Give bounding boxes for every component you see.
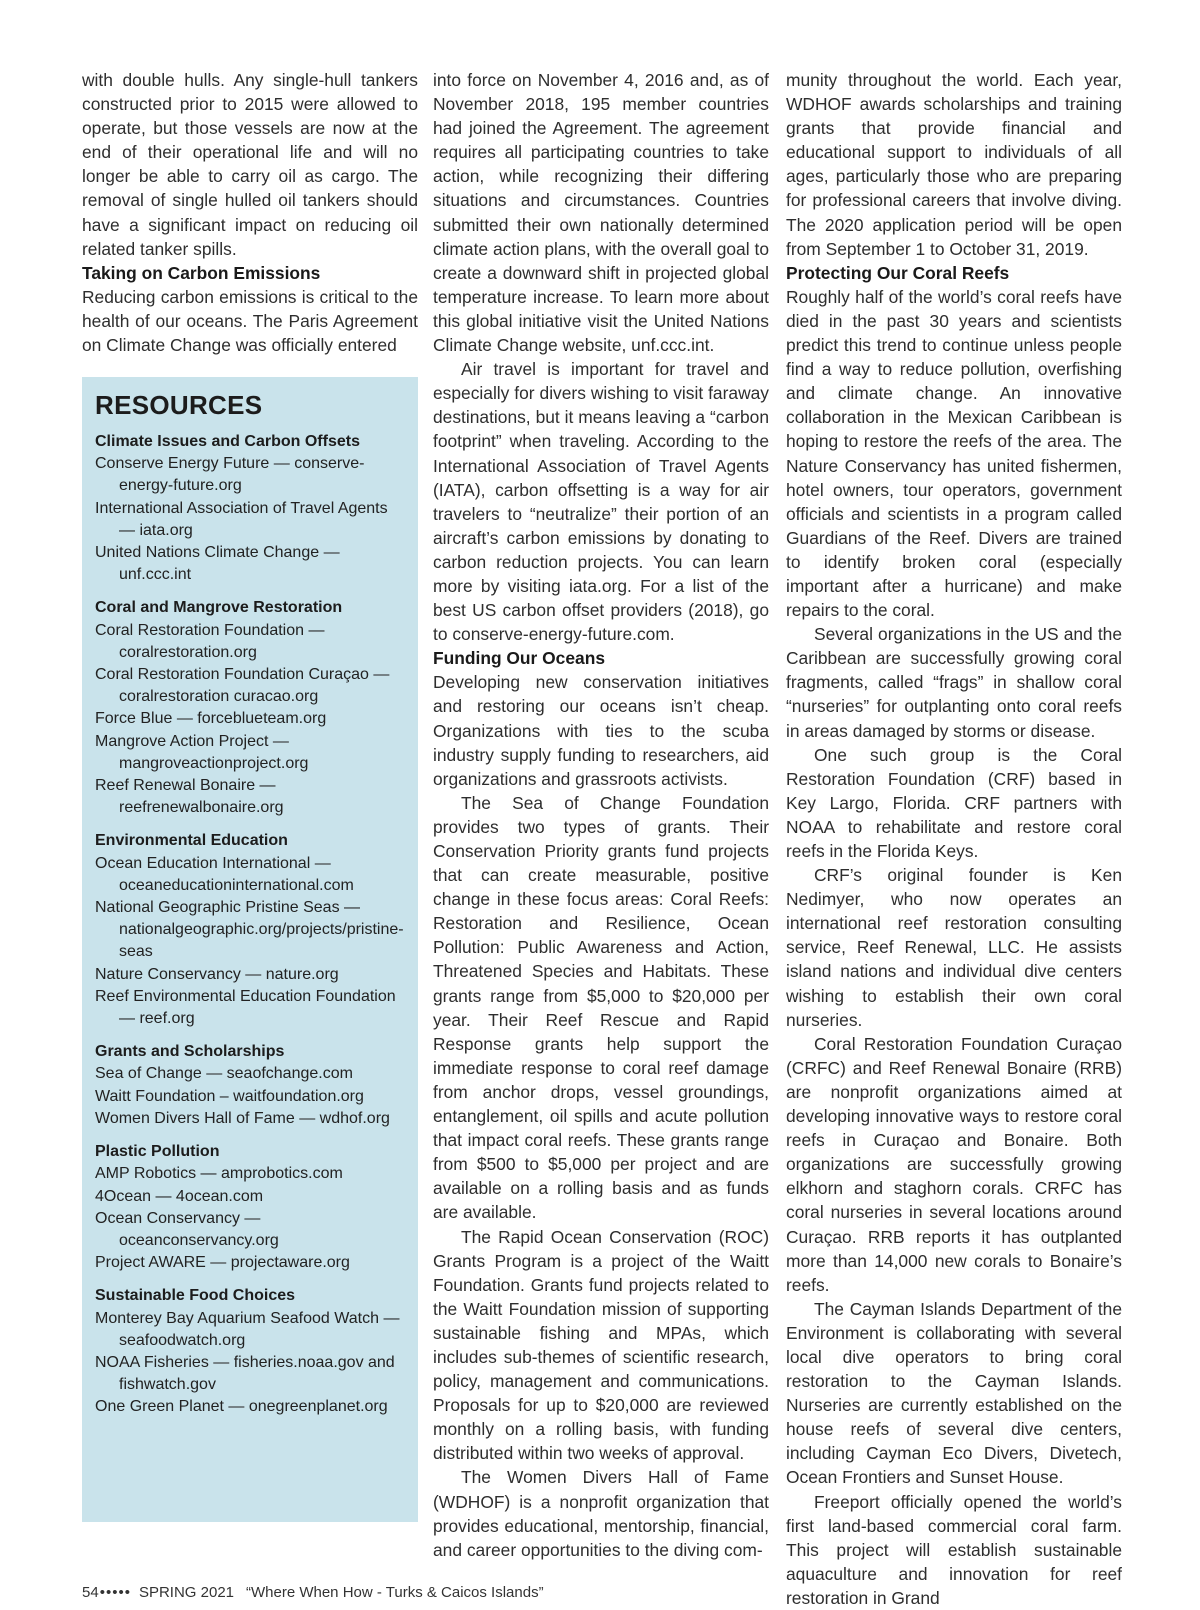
paragraph: munity throughout the world. Each year, WDHOF awards scholarships and training grants that provide financial and educational support to individuals of all ages, particularly those who are preparing for professional careers that involve diving. The 2020 application period will be open from September 1 to October 31, 2019. (786, 70, 1122, 259)
resource-item: One Green Planet — onegreenplanet.org (95, 1398, 388, 1416)
resource-group-heading: Coral and Mangrove Restoration (95, 599, 343, 617)
resource-group (95, 1285, 408, 1418)
resource-item: Reef Environmental Education Foundation — reef.org (95, 987, 396, 1028)
paragraph: The Cayman Islands Department of the Environment is collaborating with several local dive operators to bring coral restoration to the Cayman Islands. Nurseries are currently established on the house reefs of several dive centers, including Cayman Eco Divers, Divetech, Ocean Frontiers and Sunset House. (786, 1298, 1122, 1488)
resource-item: Nature Conservancy — nature.org (95, 965, 339, 983)
resource-item: Monterey Bay Aquarium Seafood Watch — seafoodwatch.org (95, 1309, 400, 1349)
resource-item: Mangrove Action Project — mangroveactionproject.org (95, 732, 309, 772)
section-heading: Funding Our Oceans (433, 648, 605, 669)
resource-item: National Geographic Pristine Seas — nationalgeographic.org/projects/pristine-seas (95, 899, 404, 961)
paragraph: Roughly half of the world’s coral reefs have died in the past 30 years and scientists predict this trend to continue unless people find a way to reduce pollution, overfishing and climate change. An innovative collaboration in the Mexican Caribbean is hoping to restore the reefs of the area. The Nature Conservancy has united fishermen, hotel owners, tour operators, government officials and scientists in a program called Guardians of the Reef. Divers are trained to identify broken coral (especially important after a hurricane) and make repairs to the coral. (786, 286, 1122, 621)
resource-group-heading: Environmental Education (95, 832, 288, 850)
article-column-1 (82, 68, 418, 357)
resource-group (95, 597, 408, 819)
resource-group (95, 1141, 408, 1274)
resource-item: Force Blue — forceblueteam.org (95, 710, 327, 728)
paragraph: The Rapid Ocean Conservation (ROC) Grants Program is a project of the Waitt Foundation. Grants fund projects related to the Waitt Foundation mission of supporting sustainable fishing and MPAs, which includes sub-themes of scientific research, policy, management and communications. Proposals for up to $20,000 are reviewed monthly on a rolling basis, with funding distributed within two weeks of approval. (433, 1226, 769, 1464)
page-footer (82, 1583, 544, 1603)
article-column-2 (433, 68, 769, 1562)
resource-item: Ocean Education International — oceaneducationinternational.com (95, 854, 354, 894)
resource-item: AMP Robotics — amprobotics.com (95, 1165, 343, 1183)
paragraph: One such group is the Coral Restoration Foundation (CRF) based in Key Largo, Florida. CRF partners with NOAA to rehabilitate and restore coral reefs in the Florida Keys. (786, 744, 1122, 861)
paragraph: The Women Divers Hall of Fame (WDHOF) is a nonprofit organization that provides educational, mentorship, financial, and career opportunities to the diving com- (433, 1467, 769, 1560)
resource-item: Reef Renewal Bonaire — reefrenewalbonaire.org (95, 777, 284, 817)
paragraph: Coral Restoration Foundation Curaçao (CRFC) and Reef Renewal Bonaire (RRB) are nonprofit organizations aimed at developing innovative ways to restore coral reefs in Curaçao and Bonaire. Both organizations are successfully growing elkhorn and staghorn corals. CRFC has coral nurseries in several locations around Curaçao. RRB reports it has outplanted more than 14,000 new corals to Bonaire’s reefs. (786, 1033, 1122, 1295)
resource-item: United Nations Climate Change — unf.ccc.int (95, 544, 340, 584)
resource-item: International Association of Travel Agents — iata.org (95, 499, 388, 539)
paragraph: Developing new conservation initiatives and restoring our oceans isn’t cheap. Organizations with ties to the scuba industry supply funding to researchers, aid organizations and grassroots activists. (433, 672, 769, 789)
resource-item: 4Ocean — 4ocean.com (95, 1187, 264, 1205)
paragraph: The Sea of Change Foundation provides two types of grants. Their Conservation Priority grants fund projects that can create measurable, positive change in these focus areas: Coral Reefs: Restoration and Resilience, Ocean Pollution: Public Awareness and Action, Threatened Species and Habitats. These grants range from $5,000 to $20,000 per year. Their Reef Rescue and Rapid Response grants help support the immediate response to coral reef damage from anchor drops, vessel groundings, entanglement, oil spills and acute pollution that impact coral reefs. These grants range from $500 to $5,000 per project and are available on a rolling basis and as funds are available. (433, 792, 769, 1223)
page-number: 54 (82, 1584, 99, 1601)
resource-item: Coral Restoration Foundation Curaçao — coralrestoration curacao.org (95, 666, 390, 706)
resources-sidebar (82, 377, 418, 1522)
paragraph: with double hulls. Any single-hull tankers constructed prior to 2015 were allowed to operate, but those vessels are now at the end of their operational life and will no longer be able to carry oil as cargo. The removal of single hulled oil tankers should have a significant impact on reducing oil related tanker spills. (82, 70, 418, 259)
resource-item: Ocean Conservancy — oceanconservancy.org (95, 1209, 279, 1249)
paragraph: into force on November 4, 2016 and, as of November 2018, 195 member countries had joined the Agreement. The agreement requires all participating countries to take action, while recognizing their differing situations and circumstances. Countries submitted their own nationally determined climate action plans, with the overall goal to create a downward shift in projected global temperature increase. To learn more about this global initiative visit the United Nations Climate Change website, unf.ccc.int. (433, 70, 769, 356)
paragraph: Reducing carbon emissions is critical to the health of our oceans. The Paris Agreement on Climate Change was officially entered (82, 286, 418, 356)
paragraph: CRF’s original founder is Ken Nedimyer, who now operates an international reef restoration consulting service, Reef Renewal, LLC. He assists island nations and individual dive centers wishing to establish their own coral nurseries. (786, 865, 1122, 1030)
resource-group-heading: Sustainable Food Choices (95, 1287, 296, 1305)
resource-item: Women Divers Hall of Fame — wdhof.org (95, 1109, 390, 1127)
section-heading: Taking on Carbon Emissions (82, 262, 321, 283)
resource-item: Conserve Energy Future — conserve-energy-future.org (95, 455, 365, 495)
paragraph: Air travel is important for travel and especially for divers wishing to visit faraway destinations, but it means leaving a “carbon footprint” when traveling. According to the International Association of Travel Agents (IATA), carbon offsetting is a way for air travelers to “neutralize” their portion of an aircraft’s carbon emissions by donating to carbon reduction projects. You can learn more by visiting iata.org. For a list of the best US carbon offset providers (2018), go to conserve-energy-future.com. (433, 359, 769, 645)
resource-group (95, 830, 408, 1030)
paragraph: Freeport officially opened the world’s first land-based commercial coral farm. This project will establish sustainable aquaculture and innovation for reef restoration in Grand (786, 1491, 1122, 1608)
section-heading: Protecting Our Coral Reefs (786, 262, 1010, 283)
publication-title: “Where When How - Turks & Caicos Islands” (246, 1584, 544, 1601)
article-column-3 (786, 68, 1122, 1610)
resource-group-heading: Grants and Scholarships (95, 1043, 285, 1061)
resource-item: Project AWARE — projectaware.org (95, 1254, 350, 1272)
resource-item: Sea of Change — seaofchange.com (95, 1065, 353, 1083)
resource-group (95, 431, 408, 586)
resource-item: Waitt Foundation – waitfoundation.org (95, 1087, 364, 1105)
resource-item: Coral Restoration Foundation — coralrestoration.org (95, 621, 325, 661)
issue-label: SPRING 2021 (138, 1584, 234, 1601)
resource-group-heading: Climate Issues and Carbon Offsets (95, 433, 360, 450)
resources-title: RESOURCES (95, 390, 263, 420)
resource-group (95, 1041, 408, 1130)
footer-dots: ••••• (99, 1584, 131, 1601)
resource-group-heading: Plastic Pollution (95, 1143, 220, 1161)
resource-item: NOAA Fisheries — fisheries.noaa.gov and fishwatch.gov (95, 1353, 395, 1394)
paragraph: Several organizations in the US and the Caribbean are successfully growing coral fragments, called “frags” in shallow coral “nurseries” for outplanting onto coral reefs in areas damaged by storms or disease. (786, 624, 1122, 741)
